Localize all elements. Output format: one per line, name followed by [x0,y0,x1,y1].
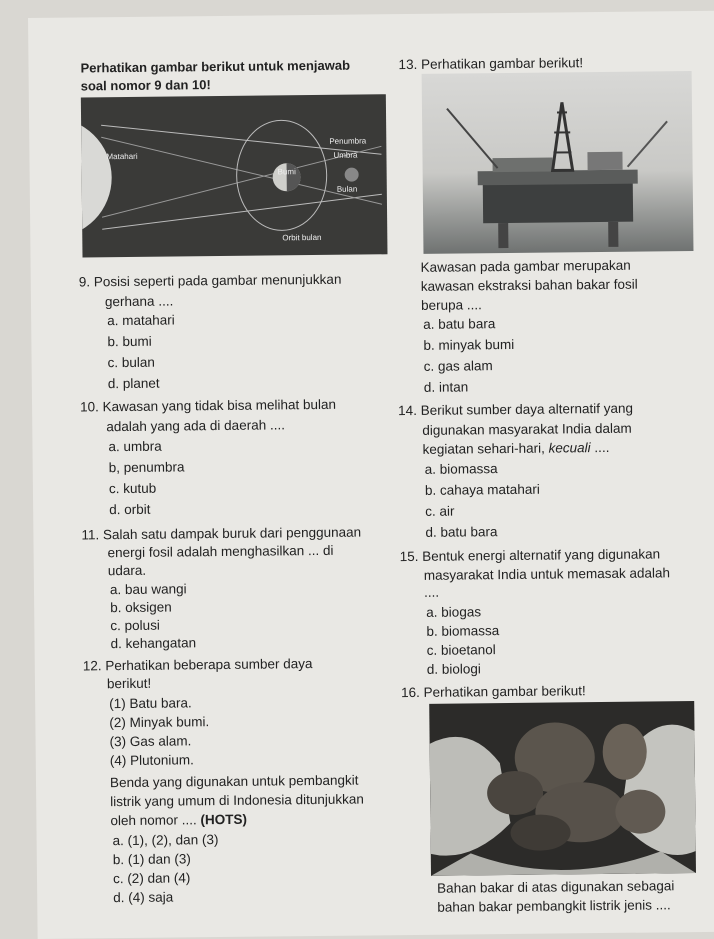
label-bulan: Bulan [336,184,358,194]
q12-para-1: Benda yang digunakan untuk pembangkit [109,772,359,791]
q14-option-a: a. biomassa [424,461,498,477]
q10-stem-2: adalah yang ada di daerah .... [106,417,285,435]
label-matahari: Matahari [106,151,138,162]
q12-option-c: c. (2) dan (4) [112,870,191,887]
q15-option-a: a. biogas [426,604,482,620]
intro-line-2: soal nomor 9 dan 10! [80,77,211,94]
q9-stem-2: gerhana .... [104,293,174,310]
q12-option-a: a. (1), (2), dan (3) [112,832,219,849]
q13-stem-0: 13. Perhatikan gambar berikut! [398,55,584,73]
q14-stem-2: digunakan masyarakat India dalam [422,420,632,438]
q11-stem-3: udara. [107,562,147,579]
q15-option-d: d. biologi [426,661,481,677]
q9-option-a: a. matahari [107,312,175,329]
q11-option-a: a. bau wangi [109,581,187,598]
q15-option-c: c. bioetanol [426,642,496,658]
q13-option-a: a. batu bara [423,316,496,332]
q14-stem-1: 14. Berikut sumber daya alternatif yang [398,400,634,419]
q9-option-d: d. planet [107,375,160,392]
q13-stem-1: Kawasan pada gambar merupakan [420,257,631,275]
q11-stem-1: 11. Salah satu dampak buruk dari penggunaan [81,524,362,543]
q13-stem-3: berupa .... [420,297,482,313]
eclipse-diagram [81,94,388,257]
q14-option-b: b. cahaya matahari [424,481,540,498]
label-bumi: Bumi [277,167,296,177]
q12-para-2: listrik yang umum di Indonesia ditunjukkan [110,791,364,810]
q15-stem-3: .... [423,584,440,600]
label-orbit-bulan: Orbit bulan [282,232,322,243]
q12-item-1: (1) Batu bara. [109,695,192,712]
q10-stem-1: 10. Kawasan yang tidak bisa melihat bulan [79,396,337,415]
worksheet-page [28,11,714,939]
label-penumbra: Penumbra [329,136,367,146]
q12-item-4: (4) Plutonium. [109,752,194,769]
oil-rig-photo [422,71,694,254]
q15-option-b: b. biomassa [426,623,500,639]
intro-line-1: Perhatikan gambar berikut untuk menjawab [80,57,351,76]
q10-option-c: c. kutub [108,480,157,497]
q12-option-b: b. (1) dan (3) [112,851,191,868]
q15-stem-2: masyarakat India untuk memasak adalah [423,565,671,583]
q10-option-a: a. umbra [108,438,162,455]
q10-option-b: b, penumbra [108,459,185,476]
q14-stem-3: kegiatan sehari-hari, kecuali .... [422,439,610,457]
q14-option-d: d. batu bara [425,524,498,540]
q11-option-d: d. kehangatan [110,635,197,652]
q13-option-b: b. minyak bumi [423,336,515,353]
q9-option-c: c. bulan [107,354,155,371]
q12-option-d: d. (4) saja [113,889,174,906]
q12-stem-1: 12. Perhatikan beberapa sumber daya [82,656,313,674]
kecuali-word: kecuali [548,440,591,456]
q10-option-d: d. orbit [109,501,151,518]
q9-option-b: b. bumi [107,333,152,350]
q14-option-c: c. air [425,503,455,519]
q16-stem-0: 16. Perhatikan gambar berikut! [401,683,586,701]
q11-stem-2: energi fosil adalah menghasilkan ... di [107,542,334,561]
q16-stem-1: Bahan bakar di atas digunakan sebagai [437,878,675,896]
q9-stem-1: 9. Posisi seperti pada gambar menunjukkan [78,271,342,290]
q15-stem-1: 15. Bentuk energi alternatif yang digunakan [399,546,661,565]
hots-label: (HOTS) [200,811,248,828]
q12-item-2: (2) Minyak bumi. [109,714,210,731]
q11-option-c: c. polusi [110,617,160,634]
label-umbra: Umbra [333,150,358,160]
q16-stem-2: bahan bakar pembangkit listrik jenis .... [437,897,671,915]
q13-option-d: d. intan [423,379,469,395]
q11-option-b: b. oksigen [110,599,172,616]
coal-in-hands-photo [429,701,696,876]
q12-item-3: (3) Gas alam. [109,733,192,750]
q12-stem-2: berikut! [106,675,152,692]
q13-option-c: c. gas alam [423,358,493,374]
q13-stem-2: kawasan ekstraksi bahan bakar fosil [420,276,638,294]
q12-para-3: oleh nomor .... (HOTS) [110,811,248,829]
